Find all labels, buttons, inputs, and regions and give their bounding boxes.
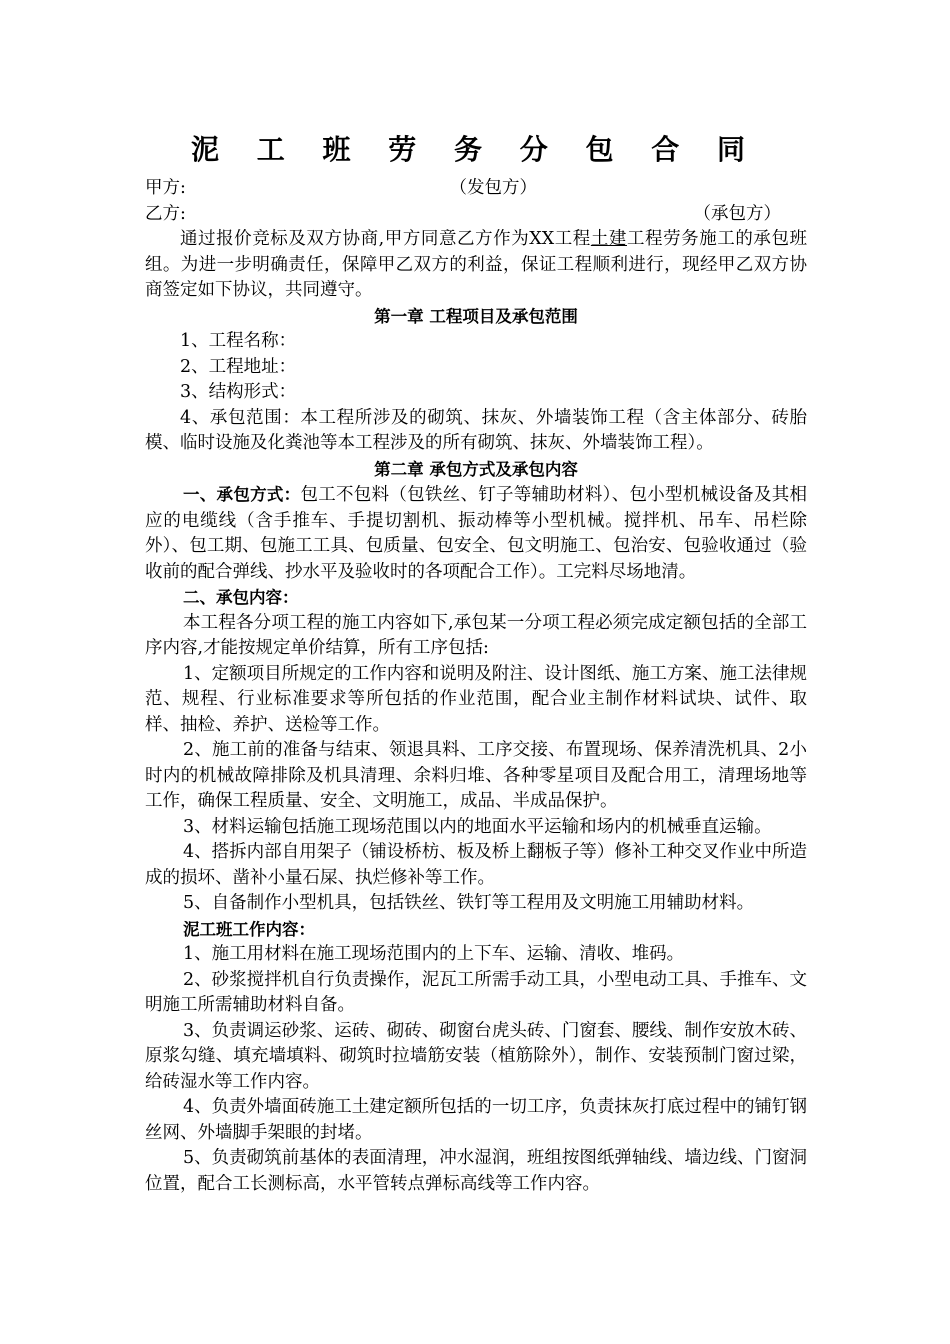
party-a-role: （发包方）: [449, 178, 537, 198]
contract-method-text: 包工不包料（包铁丝、钉子等辅助材料）、包小型机械设备及其相应的电缆线（含手推车、手提切割机、振动棒等小型机械。搅拌机、吊车、吊栏除外）、包工期、包施工工具、包质量、包安全、包文明施工、包治安、包验收通过（验收前的配合弹线、抄水平及验收时的各项配合工作）。工完料尽场地清。: [145, 485, 808, 582]
party-b-role: （承包方）: [693, 203, 781, 224]
work-item: 3、负责调运砂浆、运砖、砌砖、砌窗台虎头砖、门窗套、腰线、制作安放木砖、原浆勾缝、填充墙填料、砌筑时拉墙筋安装（植筋除外），制作、安装预制门窗过梁，给砖湿水等工作内容。: [145, 1020, 807, 1092]
work-content-label: 泥工班工作内容：: [183, 919, 315, 939]
contract-title: 泥 工 班 劳 务 分 包 合 同: [191, 133, 759, 166]
work-item: 2、砂浆搅拌机自行负责操作，泥瓦工所需手动工具，小型电动工具、手推车、文明施工所需辅助材料自备。: [145, 969, 807, 1015]
party-a-label: 甲方:: [145, 178, 186, 198]
intro-paragraph: [145, 227, 807, 304]
content-item: 3、材料运输包括施工现场范围以内的地面水平运输和场内的机械垂直运输。: [183, 816, 772, 837]
structure-type-item: 3、结构形式：: [180, 382, 297, 402]
contract-content-intro: 本工程各分项工程的施工内容如下,承包某一分项工程必须完成定额包括的全部工序内容,才能按规定单价结算，所有工序包括:: [145, 612, 807, 658]
chapter-1-heading: 第一章 工程项目及承包范围: [374, 306, 578, 326]
contract-content-label: 二、承包内容：: [183, 588, 299, 607]
party-a-line: [145, 176, 807, 202]
scope-item: 4、承包范围：本工程所涉及的砌筑、抹灰、外墙装饰工程（含主体部分、砖胎模、临时设施及化粪池等本工程涉及的所有砌筑、抹灰、外墙装饰工程）。: [145, 407, 807, 453]
party-b-label: 乙方:: [145, 203, 186, 224]
contract-method-paragraph: [145, 482, 807, 585]
intro-text-2: 工程劳务施工的承包班组。为进一步明确责任，保障甲乙双方的利益，保证工程顺利进行，现经甲乙双方协商签定如下协议，共同遵守。: [145, 229, 808, 300]
project-address-item: 2、工程地址：: [180, 356, 297, 377]
content-item: 2、施工前的准备与结束、领退具料、工序交接、布置现场、保养清洗机具、2小时内的机械故障排除及机具清理、余料归堆、各种零星项目及配合用工，清理场地等工作，确保工程质量、安全、文明施工，成品、半成品保护。: [145, 740, 807, 811]
project-name-item: 1、工程名称：: [180, 331, 297, 351]
contract-body: [145, 176, 807, 1197]
chapter-2-heading: 第二章 承包方式及承包内容: [374, 459, 578, 479]
content-item: 4、搭拆内部自用架子（铺设桥枋、板及桥上翻板子等）修补工种交叉作业中所造成的损坏、凿补小量石屎、执烂修补等工作。: [145, 842, 807, 888]
intro-text-1: 通过报价竞标及双方协商,甲方同意乙方作为XX工程: [180, 229, 591, 249]
content-item: 1、定额项目所规定的工作内容和说明及附注、设计图纸、施工方案、施工法律规范、规程、行业标准要求等所包括的作业范围，配合业主制作材料试块、试件、取样、抽检、养护、送检等工作。: [145, 663, 807, 735]
contract-method-label: 一、承包方式：: [183, 485, 301, 504]
work-item: 5、负责砌筑前基体的表面清理，冲水湿润，班组按图纸弹轴线、墙边线、门窗洞位置，配合工长测标高，水平管转点弹标高线等工作内容。: [145, 1148, 807, 1194]
work-item: 4、负责外墙面砖施工土建定额所包括的一切工序，负责抹灰打底过程中的铺钉钢丝网、外墙脚手架眼的封堵。: [145, 1097, 807, 1143]
intro-underlined: 土建: [590, 229, 627, 249]
party-b-line: [145, 202, 807, 228]
content-item: 5、自备制作小型机具，包括铁丝、铁钉等工程用及文明施工用辅助材料。: [183, 893, 755, 913]
work-item: 1、施工用材料在施工现场范围内的上下车、运输、清收、堆码。: [183, 944, 685, 964]
